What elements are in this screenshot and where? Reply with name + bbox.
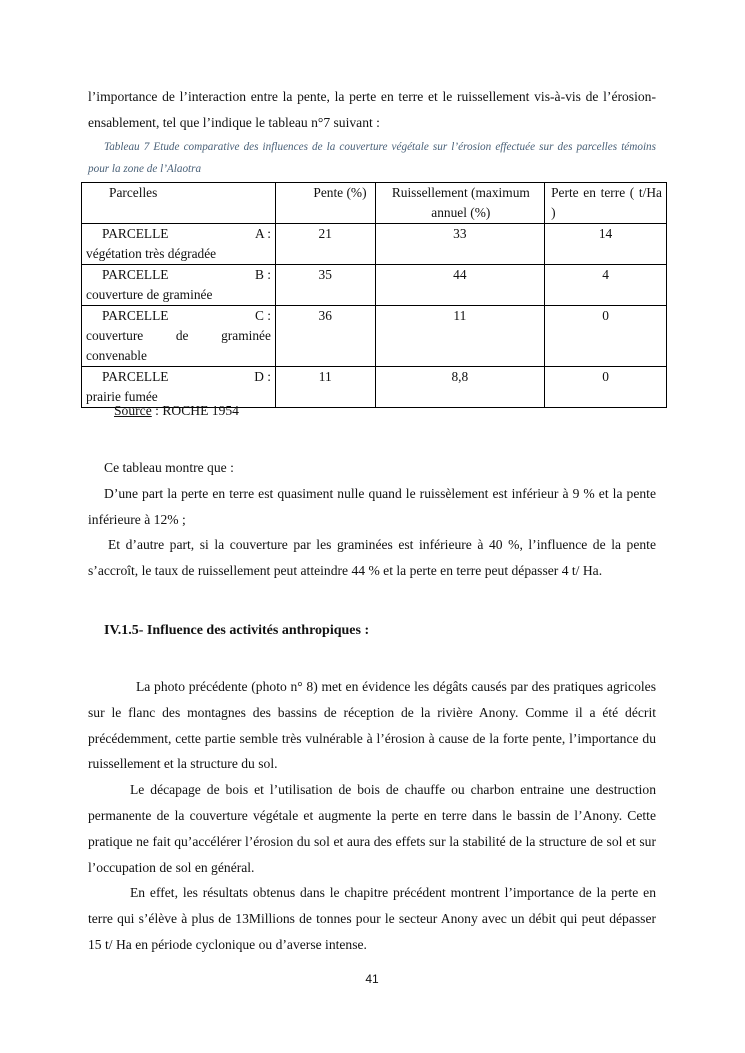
perte-cell: 0	[545, 367, 667, 408]
parcelle-cell: PARCELLE A : végétation très dégradée	[82, 224, 276, 265]
table-row	[82, 306, 667, 367]
parcelle-cell: PARCELLE D : prairie fumée	[82, 367, 276, 408]
body-paragraph: La photo précédente (photo n° 8) met en évidence les dégâts causés par des pratiques agricoles sur le flanc des montagnes des bassins de réception de la rivière Anony. Comme il a été décrit précédemment, cette partie semble très vulnérable à l’érosion à cause de la forte pente, l’importance du ruissellement et la structure du sol.	[88, 679, 656, 772]
table-row	[82, 224, 667, 265]
pente-cell: 21	[275, 224, 375, 265]
body-paragraph: Le décapage de bois et l’utilisation de bois de chauffe ou charbon entraine une destruction permanente de la couverture végétale et augmente la perte en terre dans le bassin de l’Anony. Cette pratique ne fait qu’accélérer l’érosion du sol et aura des effets sur la stabilité de la structure de sol et sur l’occupation de sol en général.	[88, 782, 656, 875]
pente-cell: 11	[275, 367, 375, 408]
perte-cell: 14	[545, 224, 667, 265]
table-caption-text: Tableau 7 Etude comparative des influences de la couverture végétale sur l’érosion effectuée sur des parcelles témoins pour la zone de l’Alaotra	[88, 141, 656, 175]
intro-paragraph: l’importance de l’interaction entre la pente, la perte en terre et le ruissellement vis-à-vis de l’érosion-ensablement, tel que l’indique le tableau n°7 suivant :	[88, 89, 656, 130]
ruissellement-cell: 8,8	[375, 367, 545, 408]
body-block	[88, 674, 656, 958]
header-parcelles: Parcelles	[82, 183, 276, 224]
pente-cell: 35	[275, 265, 375, 306]
page-number: 41	[365, 972, 379, 986]
section-heading: IV.1.5- Influence des activités anthropiques :	[104, 623, 370, 638]
header-pente: Pente (%)	[275, 183, 375, 224]
parcelle-cell: PARCELLE C : couverture de graminée convenable	[82, 306, 276, 367]
table-source: Source : ROCHE 1954	[114, 403, 239, 418]
analysis-point-1: D’une part la perte en terre est quasiment nulle quand le ruissèlement est inférieur à 9 % et la pente inférieure à 12% ;	[88, 485, 656, 527]
ruissellement-cell: 44	[375, 265, 545, 306]
parcelle-cell: PARCELLE B : couverture de graminée	[82, 265, 276, 306]
body-paragraph: En effet, les résultats obtenus dans le chapitre précédent montrent l’importance de la perte en terre qui s’élève à plus de 13Millions de tonnes pour le secteur Anony avec un débit qui peut dépasser 15 t/ Ha en période cyclonique ou d’averse intense.	[88, 885, 656, 952]
perte-cell: 0	[545, 306, 667, 367]
pente-cell: 36	[275, 306, 375, 367]
analysis-point-2: Et d’autre part, si la couverture par les graminées est inférieure à 40 %, l’influence de la pente s’accroît, le taux de ruissellement peut atteindre 44 % et la perte en terre peut dépasser 4 t/ Ha.	[88, 537, 656, 579]
ruissellement-cell: 33	[375, 224, 545, 265]
erosion-table	[81, 182, 667, 408]
analysis-block	[88, 455, 656, 584]
table-caption	[88, 136, 656, 180]
header-perte: Perte en terre ( t/Ha )	[545, 183, 667, 224]
ruissellement-cell: 11	[375, 306, 545, 367]
header-ruissellement: Ruissellement (maximum annuel (%)	[375, 183, 545, 224]
perte-cell: 4	[545, 265, 667, 306]
table-row	[82, 265, 667, 306]
analysis-lead: Ce tableau montre que :	[104, 460, 234, 475]
table-row	[82, 367, 667, 408]
table-header-row	[82, 183, 667, 224]
